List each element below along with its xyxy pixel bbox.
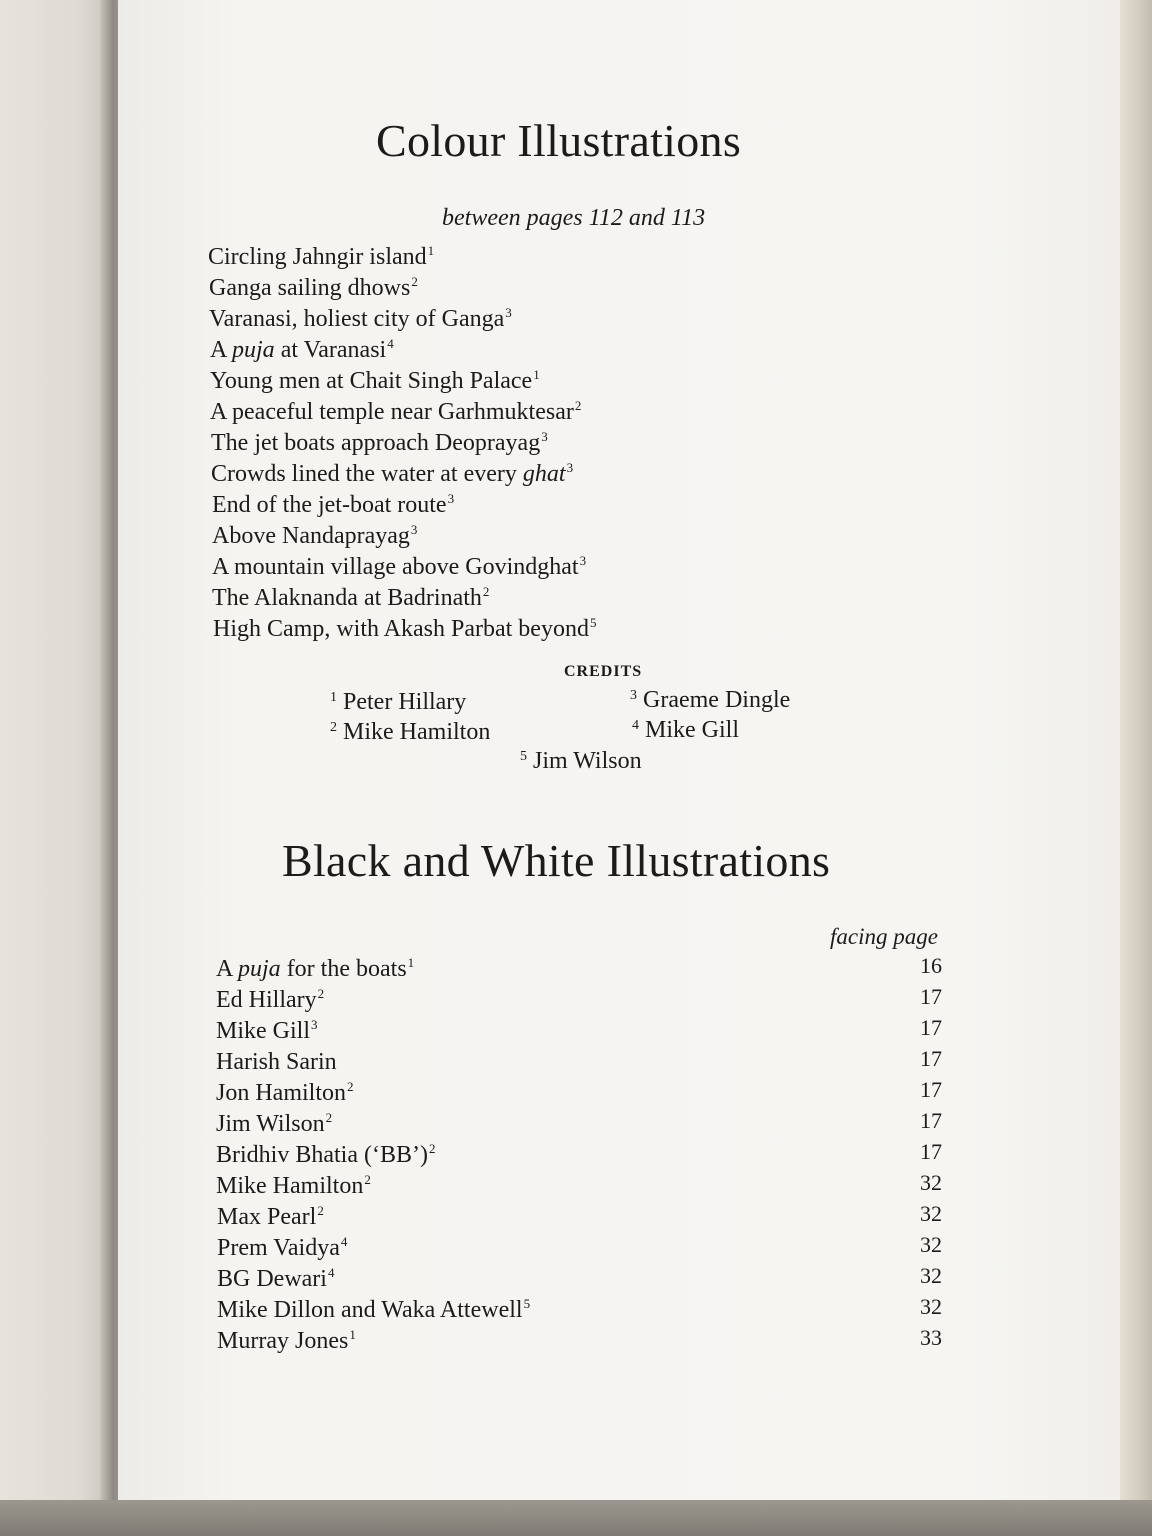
list-item: Ed Hillary$^2$ bbox=[216, 986, 325, 1013]
page-number: 16 bbox=[920, 953, 942, 978]
bw-heading: Black and White Illustrations bbox=[282, 835, 831, 886]
list-item: A puja for the boats$^1$ bbox=[216, 955, 415, 982]
credits-title: CREDITS bbox=[564, 663, 643, 680]
list-item: Mike Gill$^3$ bbox=[216, 1017, 318, 1044]
page-number: 32 bbox=[920, 1201, 942, 1226]
page-number: 33 bbox=[920, 1325, 942, 1350]
list-item: A puja at Varanasi$^4$ bbox=[210, 336, 394, 363]
page-number: 32 bbox=[920, 1170, 942, 1195]
list-item: A peaceful temple near Garhmuktesar$^2$ bbox=[210, 398, 582, 425]
page-edges bbox=[1120, 0, 1152, 1536]
page-number: 17 bbox=[920, 1046, 942, 1071]
list-item: BG Dewari$^4$ bbox=[217, 1265, 335, 1292]
page-number: 32 bbox=[920, 1263, 942, 1288]
page-number: 17 bbox=[920, 1077, 942, 1102]
list-item: Above Nandaprayag$^3$ bbox=[212, 522, 418, 549]
list-item: Prem Vaidya$^4$ bbox=[217, 1234, 348, 1261]
list-item: Mike Hamilton$^2$ bbox=[216, 1172, 371, 1199]
credit-entry: $^5$ Jim Wilson bbox=[520, 748, 642, 774]
list-item: Circling Jahngir island$^1$ bbox=[208, 243, 435, 270]
list-item: Bridhiv Bhatia (‘BB’)$^2$ bbox=[216, 1141, 436, 1168]
list-item: High Camp, with Akash Parbat beyond$^5$ bbox=[213, 615, 597, 642]
list-item: Max Pearl$^2$ bbox=[217, 1203, 324, 1230]
list-item: The Alaknanda at Badrinath$^2$ bbox=[212, 584, 490, 611]
list-item: A mountain village above Govindghat$^3$ bbox=[212, 553, 587, 580]
list-item: Ganga sailing dhows$^2$ bbox=[209, 274, 418, 301]
page-number: 32 bbox=[920, 1294, 942, 1319]
list-item: Young men at Chait Singh Palace$^1$ bbox=[210, 367, 540, 394]
credit-entry: $^2$ Mike Hamilton bbox=[330, 719, 491, 745]
credit-entry: $^4$ Mike Gill bbox=[632, 717, 739, 743]
left-page-edge bbox=[0, 0, 112, 1536]
page-number: 17 bbox=[920, 1015, 942, 1040]
list-item: Crowds lined the water at every ghat$^3$ bbox=[211, 460, 574, 487]
list-item: Varanasi, holiest city of Ganga$^3$ bbox=[209, 305, 512, 332]
list-item: Harish Sarin bbox=[216, 1049, 337, 1075]
list-item: Jim Wilson$^2$ bbox=[216, 1110, 333, 1137]
bottom-shadow bbox=[0, 1500, 1152, 1536]
list-item: The jet boats approach Deoprayag$^3$ bbox=[211, 429, 548, 456]
page-number: 17 bbox=[920, 1139, 942, 1164]
colour-heading: Colour Illustrations bbox=[376, 115, 742, 166]
list-item: End of the jet-boat route$^3$ bbox=[212, 491, 455, 518]
credit-entry: $^1$ Peter Hillary bbox=[330, 689, 467, 715]
colour-subheading: between pages 112 and 113 bbox=[442, 205, 706, 231]
list-item: Murray Jones$^1$ bbox=[217, 1327, 356, 1354]
credit-entry: $^3$ Graeme Dingle bbox=[630, 687, 791, 713]
page-number: 17 bbox=[920, 984, 942, 1009]
page-number: 17 bbox=[920, 1108, 942, 1133]
list-item: Mike Dillon and Waka Attewell$^5$ bbox=[217, 1296, 531, 1323]
facing-page-label: facing page bbox=[830, 924, 938, 949]
list-item: Jon Hamilton$^2$ bbox=[216, 1079, 354, 1106]
page-number: 32 bbox=[920, 1232, 942, 1257]
